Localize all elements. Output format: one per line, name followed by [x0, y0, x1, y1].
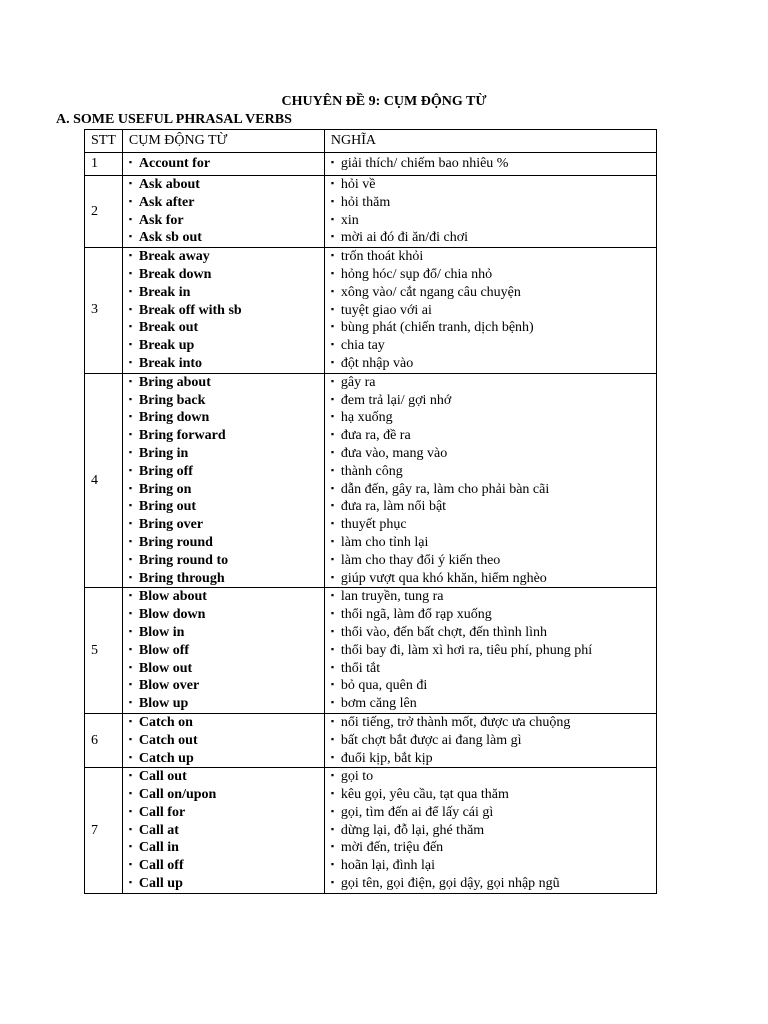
list-item: [129, 463, 318, 481]
meaning-text: làm cho thay đổi ý kiến theo: [340, 552, 501, 568]
bullet-icon: ▪: [128, 356, 133, 367]
row-stt: 1: [85, 153, 123, 176]
row-stt: 3: [85, 248, 123, 374]
phrasal-verb: Bring forward: [138, 428, 226, 444]
bullet-icon: ▪: [128, 157, 133, 168]
phrasal-verb: Bring off: [138, 463, 193, 479]
bullet-icon: ▪: [330, 805, 335, 816]
meaning-text: gây ra: [340, 374, 376, 390]
verb-cell: [122, 713, 324, 767]
phrasal-verb: Bring round to: [138, 552, 229, 568]
meaning-text: mời đến, triệu đến: [340, 840, 444, 856]
bullet-icon: ▪: [330, 608, 335, 619]
bullet-icon: ▪: [128, 250, 133, 261]
phrasal-verb: Ask for: [138, 212, 184, 228]
list-item: [331, 570, 650, 588]
bullet-icon: ▪: [330, 482, 335, 493]
meaning-text: trốn thoát khỏi: [340, 249, 424, 265]
list-item: [129, 695, 318, 713]
list-item: [331, 714, 650, 732]
phrasal-verb: Call for: [138, 805, 186, 821]
table-header-row: [85, 130, 657, 153]
phrasal-verb: Call in: [138, 840, 179, 856]
phrasal-verb: Break off with sb: [138, 302, 242, 318]
bullet-icon: ▪: [330, 464, 335, 475]
bullet-icon: ▪: [128, 679, 133, 690]
bullet-icon: ▪: [330, 178, 335, 188]
bullet-icon: ▪: [128, 859, 133, 870]
list-item: [331, 839, 650, 857]
meaning-text: dẫn đến, gây ra, làm cho phải bàn cãi: [340, 481, 550, 497]
phrasal-verb: Catch up: [138, 750, 194, 766]
phrasal-verb: Bring over: [138, 517, 204, 533]
bullet-icon: ▪: [330, 393, 335, 404]
meaning-text: dừng lại, đỗ lại, ghé thăm: [340, 822, 485, 838]
verb-cell: [122, 248, 324, 374]
meaning-text: thành công: [340, 463, 403, 479]
list-item: [331, 176, 650, 194]
meaning-text: đưa ra, làm nổi bật: [340, 499, 447, 515]
meaning-cell: [324, 248, 656, 374]
bullet-icon: ▪: [330, 339, 335, 350]
list-item: [129, 875, 318, 893]
list-item: [331, 588, 650, 606]
meaning-text: chia tay: [340, 338, 385, 354]
list-item: [331, 677, 650, 695]
phrasal-verb: Bring about: [138, 374, 211, 390]
phrasal-verb: Blow over: [138, 678, 200, 694]
phrasal-verb: Blow up: [138, 696, 189, 712]
phrasal-verb: Bring in: [138, 446, 189, 462]
table-row: [85, 373, 657, 588]
phrasal-verb: Bring through: [138, 570, 225, 586]
meaning-text: thổi vào, đến bất chợt, đến thình lình: [340, 625, 547, 641]
verb-cell: [122, 768, 324, 894]
list-item: [331, 409, 650, 427]
meaning-text: làm cho tỉnh lại: [340, 535, 429, 551]
phrasal-verb: Ask sb out: [138, 230, 202, 246]
bullet-icon: ▪: [330, 356, 335, 367]
section-heading: A. SOME USEFUL PHRASAL VERBS: [56, 112, 292, 127]
list-item: [129, 319, 318, 337]
meaning-text: đưa ra, đề ra: [340, 428, 411, 444]
row-stt: 2: [85, 176, 123, 248]
list-item: [129, 266, 318, 284]
table-row: [85, 248, 657, 374]
bullet-icon: ▪: [128, 823, 133, 834]
bullet-icon: ▪: [128, 429, 133, 440]
bullet-icon: ▪: [128, 877, 133, 888]
list-item: [129, 839, 318, 857]
phrasal-verb: Break away: [138, 249, 210, 265]
meaning-text: bất chợt bắt được ai đang làm gì: [340, 732, 522, 748]
bullet-icon: ▪: [128, 464, 133, 475]
list-item: [331, 319, 650, 337]
bullet-icon: ▪: [128, 303, 133, 314]
list-item: [331, 284, 650, 302]
row-stt: 6: [85, 713, 123, 767]
bullet-icon: ▪: [128, 339, 133, 350]
phrasal-verb: Bring round: [138, 535, 213, 551]
phrasal-verb: Blow about: [138, 589, 207, 605]
phrasal-verb: Ask about: [138, 177, 200, 193]
phrasal-verb: Bring on: [138, 481, 192, 497]
bullet-icon: ▪: [330, 877, 335, 888]
bullet-icon: ▪: [330, 446, 335, 457]
header-meaning: NGHĨA: [324, 130, 656, 153]
list-item: [331, 194, 650, 212]
list-item: [129, 409, 318, 427]
list-item: [331, 660, 650, 678]
bullet-icon: ▪: [128, 661, 133, 672]
list-item: [129, 302, 318, 320]
bullet-icon: ▪: [330, 285, 335, 296]
list-item: [129, 552, 318, 570]
bullet-icon: ▪: [330, 715, 335, 726]
list-item: [331, 302, 650, 320]
list-item: [129, 714, 318, 732]
bullet-icon: ▪: [330, 429, 335, 440]
table-row: [85, 153, 657, 176]
bullet-icon: ▪: [330, 859, 335, 870]
bullet-icon: ▪: [330, 625, 335, 636]
list-item: [129, 677, 318, 695]
bullet-icon: ▪: [330, 157, 335, 168]
meaning-cell: [324, 176, 656, 248]
bullet-icon: ▪: [330, 643, 335, 654]
list-item: [331, 427, 650, 445]
bullet-icon: ▪: [128, 393, 133, 404]
list-item: [331, 248, 650, 266]
list-item: [129, 570, 318, 588]
meaning-text: gọi, tìm đến ai để lấy cái gì: [340, 805, 494, 821]
list-item: [129, 212, 318, 230]
bullet-icon: ▪: [128, 178, 133, 188]
bullet-icon: ▪: [128, 553, 133, 564]
row-stt: 4: [85, 373, 123, 588]
table-row: [85, 588, 657, 714]
phrasal-verb: Catch on: [138, 715, 193, 731]
list-item: [129, 374, 318, 392]
phrasal-verbs-table: [84, 129, 657, 894]
meaning-text: thổi ngã, làm đổ rạp xuống: [340, 607, 492, 623]
phrasal-verb: Blow off: [138, 642, 190, 658]
list-item: [331, 875, 650, 893]
bullet-icon: ▪: [128, 571, 133, 582]
table-row: [85, 768, 657, 894]
bullet-icon: ▪: [330, 770, 335, 781]
verb-cell: [122, 588, 324, 714]
bullet-icon: ▪: [128, 733, 133, 744]
list-item: [129, 194, 318, 212]
phrasal-verb: Break out: [138, 320, 199, 336]
list-item: [331, 624, 650, 642]
meaning-text: giúp vượt qua khó khăn, hiểm nghèo: [340, 570, 547, 586]
meaning-cell: [324, 153, 656, 176]
table-row: [85, 713, 657, 767]
list-item: [129, 155, 318, 173]
row-stt: 7: [85, 768, 123, 894]
bullet-icon: ▪: [330, 303, 335, 314]
bullet-icon: ▪: [330, 679, 335, 690]
bullet-icon: ▪: [330, 518, 335, 529]
meaning-text: gọi tên, gọi điện, gọi dậy, gọi nhập ngũ: [340, 876, 560, 892]
bullet-icon: ▪: [330, 535, 335, 546]
list-item: [129, 427, 318, 445]
list-item: [331, 392, 650, 410]
phrasal-verb: Call on/upon: [138, 787, 217, 803]
phrasal-verb: Break up: [138, 338, 195, 354]
meaning-text: xin: [340, 212, 359, 228]
list-item: [331, 857, 650, 875]
phrasal-verb: Bring down: [138, 410, 210, 426]
phrasal-verb: Break into: [138, 356, 203, 372]
bullet-icon: ▪: [128, 267, 133, 278]
bullet-icon: ▪: [128, 213, 133, 224]
bullet-icon: ▪: [330, 697, 335, 708]
bullet-icon: ▪: [330, 231, 335, 242]
phrasal-verb: Account for: [138, 156, 211, 172]
list-item: [129, 534, 318, 552]
meaning-text: đuổi kịp, bắt kịp: [340, 750, 433, 766]
list-item: [129, 481, 318, 499]
meaning-cell: [324, 713, 656, 767]
header-verb: CỤM ĐỘNG TỪ: [122, 130, 324, 153]
meaning-text: mời ai đó đi ăn/đi chơi: [340, 230, 469, 246]
list-item: [129, 248, 318, 266]
list-item: [129, 786, 318, 804]
phrasal-verb: Call off: [138, 858, 184, 874]
list-item: [129, 445, 318, 463]
phrasal-verb: Ask after: [138, 194, 195, 210]
page-title: CHUYÊN ĐỀ 9: CỤM ĐỘNG TỪ: [281, 94, 487, 109]
bullet-icon: ▪: [128, 535, 133, 546]
list-item: [129, 229, 318, 247]
bullet-icon: ▪: [330, 500, 335, 511]
phrasal-verb: Break in: [138, 284, 191, 300]
list-item: [331, 266, 650, 284]
list-item: [331, 498, 650, 516]
phrasal-verb: Call out: [138, 769, 187, 785]
meaning-text: xông vào/ cắt ngang câu chuyện: [340, 284, 521, 300]
list-item: [129, 588, 318, 606]
bullet-icon: ▪: [330, 553, 335, 564]
bullet-icon: ▪: [330, 375, 335, 386]
header-stt: STT: [85, 130, 123, 153]
meaning-text: bỏ qua, quên đi: [340, 678, 428, 694]
meaning-text: tuyệt giao với ai: [340, 302, 432, 318]
list-item: [129, 337, 318, 355]
bullet-icon: ▪: [330, 321, 335, 332]
bullet-icon: ▪: [330, 590, 335, 601]
list-item: [331, 212, 650, 230]
list-item: [129, 642, 318, 660]
meaning-text: bơm căng lên: [340, 696, 417, 712]
meaning-text: đưa vào, mang vào: [340, 446, 448, 462]
meaning-text: giải thích/ chiếm bao nhiêu %: [340, 156, 509, 172]
phrasal-verb: Call at: [138, 822, 179, 838]
table-row: [85, 176, 657, 248]
list-item: [129, 606, 318, 624]
bullet-icon: ▪: [128, 590, 133, 601]
meaning-text: lan truyền, tung ra: [340, 589, 444, 605]
list-item: [129, 392, 318, 410]
bullet-icon: ▪: [128, 805, 133, 816]
meaning-text: đem trả lại/ gợi nhớ: [340, 392, 452, 408]
bullet-icon: ▪: [128, 715, 133, 726]
list-item: [331, 337, 650, 355]
meaning-text: thổi bay đi, làm xì hơi ra, tiêu phí, phung phí: [340, 642, 593, 658]
meaning-text: thuyết phục: [340, 517, 407, 533]
list-item: [129, 768, 318, 786]
list-item: [331, 155, 650, 173]
bullet-icon: ▪: [330, 823, 335, 834]
list-item: [331, 606, 650, 624]
phrasal-verb: Blow down: [138, 607, 206, 623]
bullet-icon: ▪: [330, 571, 335, 582]
verb-cell: [122, 176, 324, 248]
list-item: [129, 857, 318, 875]
phrasal-verb: Blow in: [138, 625, 185, 641]
list-item: [331, 822, 650, 840]
meaning-text: hoãn lại, đình lại: [340, 858, 435, 874]
phrasal-verb: Catch out: [138, 732, 198, 748]
list-item: [129, 750, 318, 768]
bullet-icon: ▪: [330, 788, 335, 799]
bullet-icon: ▪: [128, 788, 133, 799]
list-item: [331, 516, 650, 534]
row-stt: 5: [85, 588, 123, 714]
list-item: [331, 642, 650, 660]
bullet-icon: ▪: [128, 321, 133, 332]
meaning-text: hạ xuống: [340, 410, 393, 426]
phrasal-verb: Blow out: [138, 660, 193, 676]
phrasal-verb: Bring out: [138, 499, 197, 515]
bullet-icon: ▪: [330, 250, 335, 261]
bullet-icon: ▪: [128, 482, 133, 493]
bullet-icon: ▪: [128, 518, 133, 529]
bullet-icon: ▪: [128, 411, 133, 422]
phrasal-verb: Call up: [138, 876, 183, 892]
list-item: [331, 481, 650, 499]
list-item: [129, 732, 318, 750]
phrasal-verb: Break down: [138, 267, 212, 283]
list-item: [331, 229, 650, 247]
list-item: [129, 498, 318, 516]
bullet-icon: ▪: [128, 697, 133, 708]
bullet-icon: ▪: [128, 231, 133, 242]
verb-cell: [122, 153, 324, 176]
meaning-text: đột nhập vào: [340, 356, 414, 372]
bullet-icon: ▪: [330, 841, 335, 852]
list-item: [129, 804, 318, 822]
bullet-icon: ▪: [330, 751, 335, 762]
list-item: [331, 786, 650, 804]
bullet-icon: ▪: [128, 608, 133, 619]
list-item: [331, 695, 650, 713]
list-item: [129, 624, 318, 642]
bullet-icon: ▪: [330, 267, 335, 278]
meaning-text: hỏi về: [340, 177, 376, 193]
meaning-cell: [324, 373, 656, 588]
list-item: [129, 822, 318, 840]
list-item: [129, 516, 318, 534]
list-item: [331, 355, 650, 373]
meaning-text: nổi tiếng, trở thành mốt, được ưa chuộng: [340, 715, 571, 731]
bullet-icon: ▪: [128, 841, 133, 852]
list-item: [331, 768, 650, 786]
bullet-icon: ▪: [330, 213, 335, 224]
list-item: [129, 176, 318, 194]
meaning-text: thổi tắt: [340, 660, 381, 676]
list-item: [331, 732, 650, 750]
bullet-icon: ▪: [128, 446, 133, 457]
bullet-icon: ▪: [330, 661, 335, 672]
table-body: [85, 153, 657, 894]
meaning-text: hỏi thăm: [340, 194, 391, 210]
bullet-icon: ▪: [128, 375, 133, 386]
bullet-icon: ▪: [128, 625, 133, 636]
list-item: [331, 804, 650, 822]
bullet-icon: ▪: [128, 751, 133, 762]
meaning-cell: [324, 768, 656, 894]
bullet-icon: ▪: [128, 643, 133, 654]
verb-cell: [122, 373, 324, 588]
list-item: [331, 534, 650, 552]
meaning-text: gọi to: [340, 769, 374, 785]
bullet-icon: ▪: [128, 285, 133, 296]
bullet-icon: ▪: [128, 195, 133, 206]
bullet-icon: ▪: [128, 770, 133, 781]
list-item: [129, 355, 318, 373]
list-item: [331, 750, 650, 768]
list-item: [331, 463, 650, 481]
bullet-icon: ▪: [330, 411, 335, 422]
bullet-icon: ▪: [330, 733, 335, 744]
meaning-text: hỏng hóc/ sụp đổ/ chia nhỏ: [340, 267, 493, 283]
meaning-text: bùng phát (chiến tranh, dịch bệnh): [340, 320, 534, 336]
list-item: [331, 374, 650, 392]
phrasal-verb: Bring back: [138, 392, 206, 408]
bullet-icon: ▪: [330, 195, 335, 206]
list-item: [331, 445, 650, 463]
list-item: [129, 660, 318, 678]
meaning-text: kêu gọi, yêu cầu, tạt qua thăm: [340, 787, 509, 803]
meaning-cell: [324, 588, 656, 714]
list-item: [331, 552, 650, 570]
bullet-icon: ▪: [128, 500, 133, 511]
list-item: [129, 284, 318, 302]
